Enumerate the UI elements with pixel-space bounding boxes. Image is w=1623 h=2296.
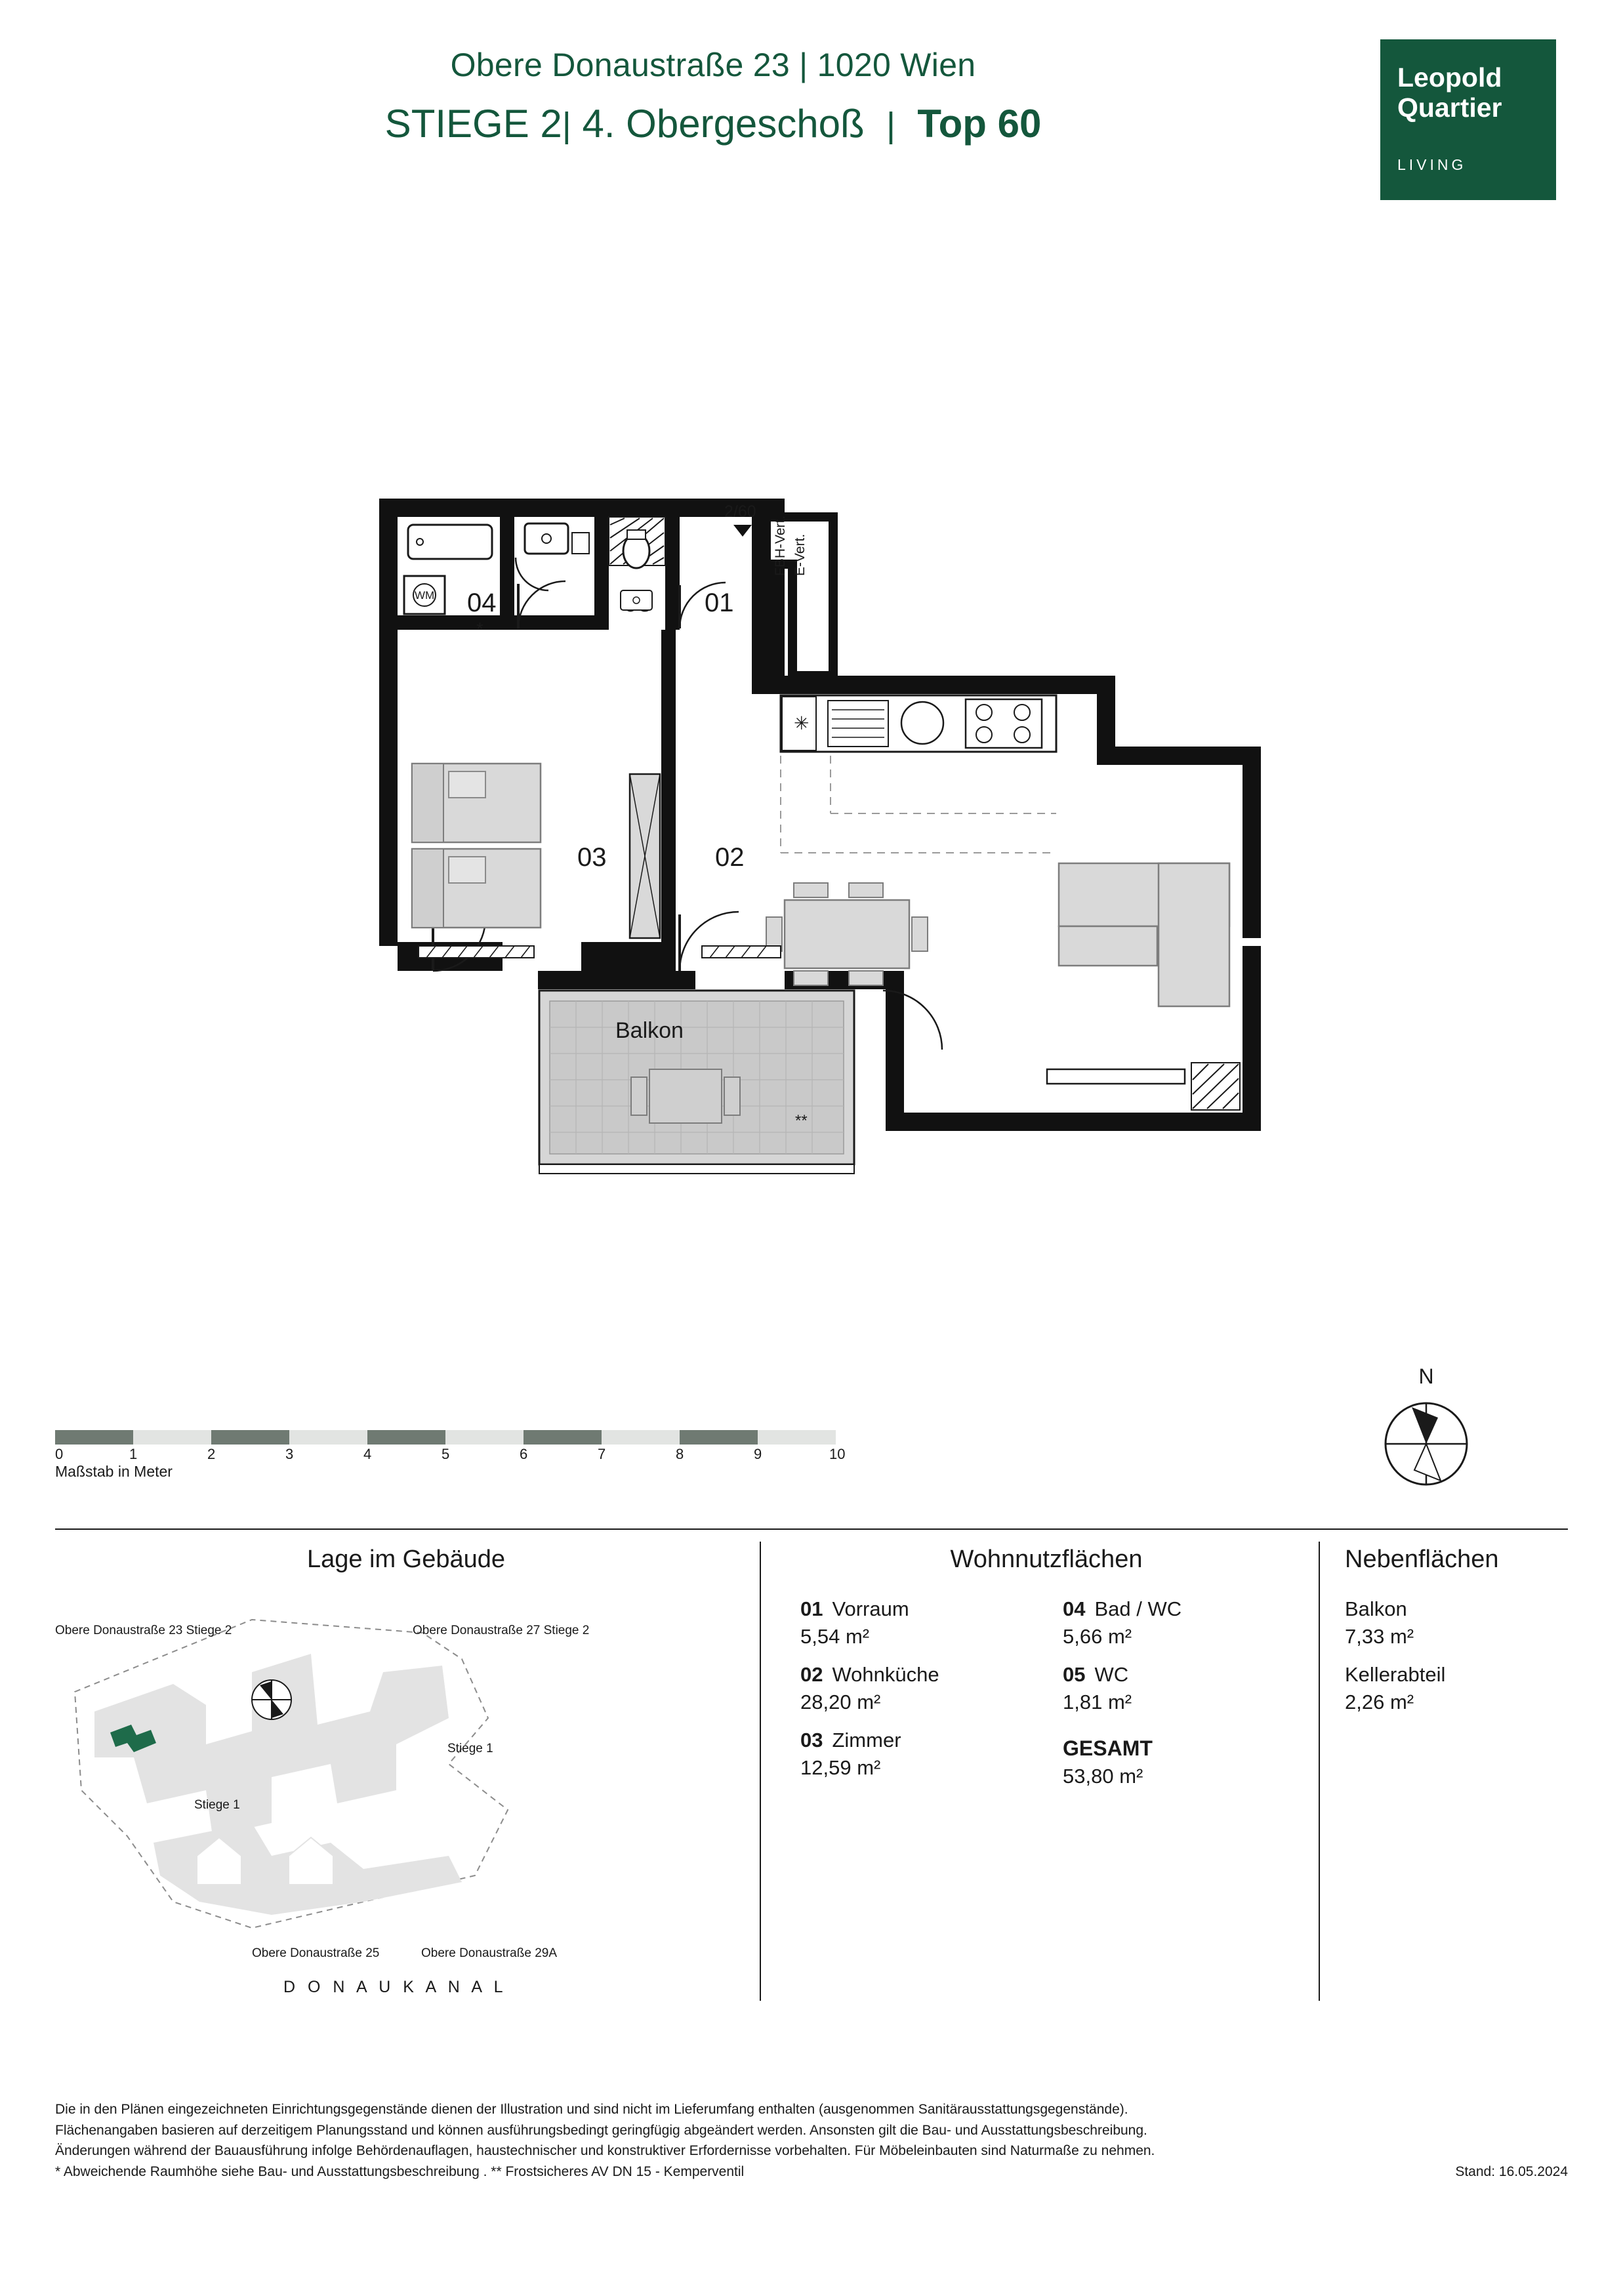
svg-text:FBH-Vert.: FBH-Vert. xyxy=(773,515,788,576)
footer-line-1: Die in den Plänen eingezeichneten Einrichtungsgegenstände dienen der Illustration und sind nicht im Lieferumfang enthalten (ausgenommen Sanitärausstattungsgegenstände). xyxy=(55,2102,1128,2117)
sitemap-label-4: Obere Donaustraße 25 xyxy=(252,1946,380,1960)
logo-line-2: Quartier xyxy=(1397,92,1502,123)
scale-tick-9: 9 xyxy=(754,1446,762,1462)
scale-bar xyxy=(55,1430,869,1481)
site-map-drawing xyxy=(55,1593,757,1987)
column-divider-2 xyxy=(1319,1542,1320,2001)
scale-caption: Maßstab in Meter xyxy=(55,1463,173,1480)
area-name-03: Zimmer xyxy=(832,1729,901,1752)
footer-disclaimer xyxy=(55,2099,1568,2182)
lage-column xyxy=(55,1546,757,2013)
svg-text:E-Vert.: E-Vert. xyxy=(792,533,808,576)
brand-logo xyxy=(1380,39,1556,200)
compass-icon xyxy=(1361,1391,1492,1496)
scale-tick-2: 2 xyxy=(207,1446,216,1462)
footer-line-2: Flächenangaben basieren auf derzeitigem Planungsstand und können ausführungsbedingt geringfügig abgeändert werden. Ansonsten gilt die Bau- und Ausstattungsbeschreibung. xyxy=(55,2122,1147,2138)
site-map xyxy=(55,1593,757,2013)
area-value-05: 1,81 m² xyxy=(1063,1691,1132,1713)
neben-item-balkon xyxy=(1345,1597,1594,1649)
sitemap-label-1: Obere Donaustraße 27 Stiege 2 xyxy=(413,1624,590,1637)
area-name-04: Bad / WC xyxy=(1094,1597,1182,1620)
neben-name-kellerabteil: Kellerabteil xyxy=(1345,1663,1446,1686)
area-value-02: 28,20 m² xyxy=(800,1691,881,1713)
area-item-01 xyxy=(800,1597,939,1649)
svg-text:02: 02 xyxy=(715,843,745,872)
sitemap-canal-label: D O N A U K A N A L xyxy=(283,1978,507,1996)
area-name-01: Vorraum xyxy=(832,1597,909,1620)
area-value-03: 12,59 m² xyxy=(800,1756,881,1779)
page-header xyxy=(0,46,1623,146)
logo-living: LIVING xyxy=(1397,155,1467,173)
info-section xyxy=(0,1528,1623,2080)
header-top: Top 60 xyxy=(917,102,1042,146)
lage-title: Lage im Gebäude xyxy=(306,1546,506,1573)
area-item-03 xyxy=(800,1729,939,1780)
nebenflaechen-title: Nebenflächen xyxy=(1345,1546,1499,1573)
scale-tick-10: 10 xyxy=(829,1446,846,1462)
compass-rose xyxy=(1361,1364,1492,1500)
scale-tick-8: 8 xyxy=(676,1446,684,1462)
scale-tick-0: 0 xyxy=(55,1446,64,1462)
header-separator-2: | xyxy=(886,106,896,145)
svg-text:✳: ✳ xyxy=(794,713,810,733)
sitemap-label-2: Stiege 1 xyxy=(447,1742,493,1755)
area-name-05: WC xyxy=(1094,1663,1129,1686)
header-subtitle xyxy=(0,101,1623,146)
footer-line-3: Änderungen während der Bauausführung infolge Behördenauflagen, haustechnischer und konstruktiver Erfordernisse vorbehalten. Für Möbeleinbauten sind Naturmaße zu nehmen. xyxy=(55,2143,1155,2158)
scale-tick-5: 5 xyxy=(442,1446,450,1462)
area-num-04: 04 xyxy=(1063,1597,1086,1620)
column-divider-1 xyxy=(760,1542,761,2001)
scale-graphic xyxy=(55,1430,836,1445)
svg-text:03: 03 xyxy=(577,843,607,872)
svg-text:WM: WM xyxy=(415,589,435,602)
header-floor: 4. Obergeschoß xyxy=(582,102,865,146)
svg-text:04: 04 xyxy=(467,588,497,617)
area-value-01: 5,54 m² xyxy=(800,1625,870,1648)
scale-tick-7: 7 xyxy=(598,1446,606,1462)
wohnflaechen-column xyxy=(787,1546,1305,1788)
area-list-left xyxy=(800,1597,939,1794)
scale-tick-6: 6 xyxy=(520,1446,528,1462)
area-item-04 xyxy=(1063,1597,1181,1649)
wohnflaechen-title: Wohnnutzflächen xyxy=(950,1546,1143,1573)
area-item-02 xyxy=(800,1663,939,1714)
sitemap-label-3: Stiege 1 xyxy=(194,1798,240,1812)
sitemap-label-5: Obere Donaustraße 29A xyxy=(421,1946,558,1960)
neben-value-kellerabteil: 2,26 m² xyxy=(1345,1691,1414,1713)
nebenflaechen-column xyxy=(1345,1546,1594,1729)
svg-text:Balkon: Balkon xyxy=(615,1018,684,1043)
svg-text:*: * xyxy=(476,619,483,639)
scale-tick-1: 1 xyxy=(129,1446,138,1462)
svg-text:**: ** xyxy=(795,1112,808,1130)
footer-line-4-row xyxy=(55,2162,1568,2183)
scale-ticks xyxy=(55,1445,869,1462)
area-num-05: 05 xyxy=(1063,1663,1086,1686)
total-label: GESAMT xyxy=(1063,1736,1153,1760)
header-address: Obere Donaustraße 23 | 1020 Wien xyxy=(450,47,976,83)
neben-item-kellerabteil xyxy=(1345,1663,1594,1714)
sitemap-label-0: Obere Donaustraße 23 Stiege 2 xyxy=(55,1624,232,1637)
total-area xyxy=(1063,1736,1181,1788)
svg-text:01: 01 xyxy=(705,588,734,617)
neben-name-balkon: Balkon xyxy=(1345,1597,1407,1620)
header-stiege: STIEGE 2 xyxy=(384,102,562,146)
area-name-02: Wohnküche xyxy=(832,1663,939,1686)
scale-tick-3: 3 xyxy=(285,1446,294,1462)
header-separator-1: | xyxy=(562,106,571,145)
area-list-right xyxy=(1063,1597,1181,1788)
footer-line-4: * Abweichende Raumhöhe siehe Bau- und Ausstattungsbeschreibung . ** Frostsicheres AV DN 15 - Kemperventil xyxy=(55,2163,745,2179)
area-num-02: 02 xyxy=(800,1663,823,1686)
area-item-05 xyxy=(1063,1663,1181,1714)
svg-text:2/60: 2/60 xyxy=(724,502,756,521)
scale-tick-4: 4 xyxy=(363,1446,372,1462)
area-num-01: 01 xyxy=(800,1597,823,1620)
floorplan-drawing xyxy=(0,459,1623,1325)
footer-stand: Stand: 16.05.2024 xyxy=(1455,2163,1568,2179)
compass-north-label: N xyxy=(1418,1364,1434,1388)
total-value: 53,80 m² xyxy=(1063,1765,1143,1788)
neben-value-balkon: 7,33 m² xyxy=(1345,1625,1414,1648)
logo-line-1: Leopold xyxy=(1397,62,1502,92)
area-num-03: 03 xyxy=(800,1729,823,1752)
area-value-04: 5,66 m² xyxy=(1063,1625,1132,1648)
